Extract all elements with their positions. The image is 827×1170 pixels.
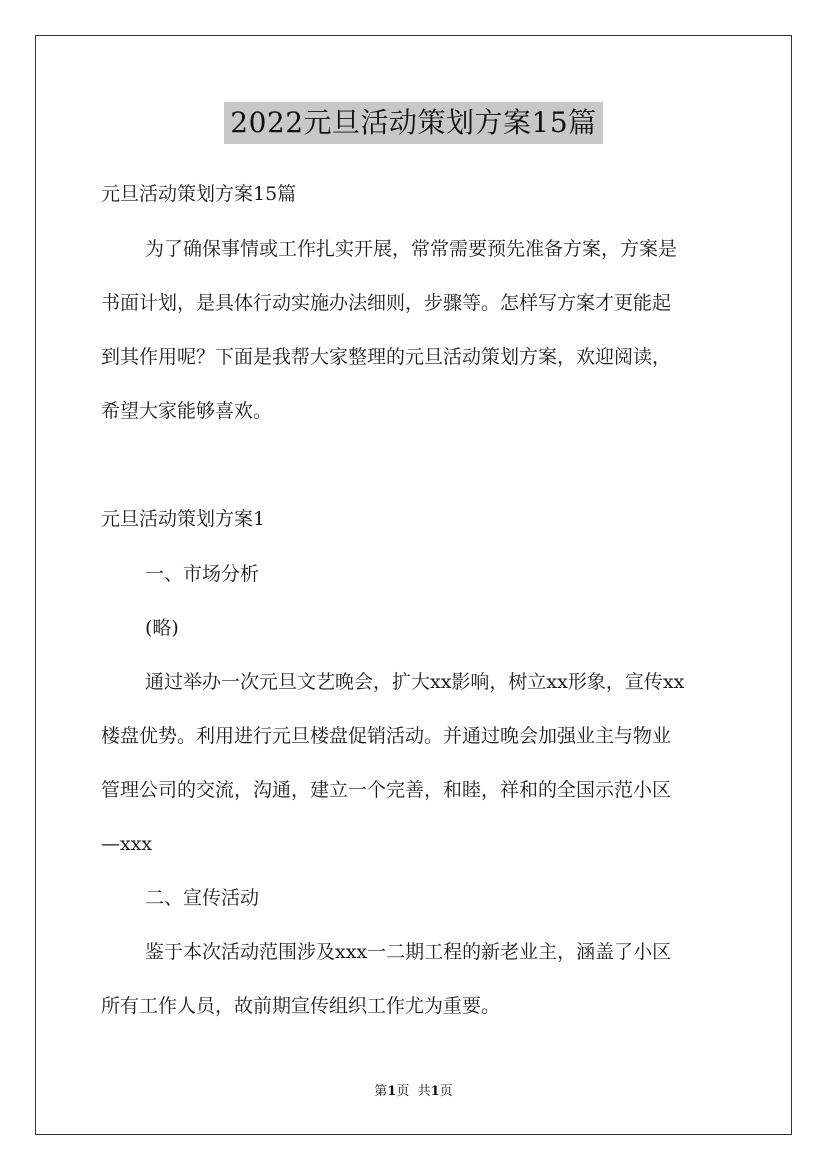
- paragraph-line: 元旦活动策划方案15篇: [101, 183, 297, 205]
- page-footer: [0, 1083, 827, 1101]
- paragraph-line: 为了确保事情或工作扎实开展，常常需要预先准备方案，方案是: [145, 238, 678, 260]
- page-label-suffix: 页: [396, 1084, 410, 1099]
- paragraph-line: 到其作用呢？下面是我帮大家整理的元旦活动策划方案，欢迎阅读，: [101, 346, 672, 368]
- section-heading: 元旦活动策划方案1: [101, 508, 266, 530]
- paragraph-line: (略): [145, 617, 179, 639]
- paragraph-line: 楼盘优势。利用进行元旦楼盘促销活动。并通过晚会加强业主与物业: [101, 725, 672, 747]
- page-label-prefix: 第: [374, 1084, 388, 1099]
- subsection-heading: 一、市场分析: [145, 563, 260, 585]
- title-container: [0, 102, 827, 144]
- paragraph-line: 鉴于本次活动范围涉及xxx一二期工程的新老业主，涵盖了小区: [145, 941, 672, 963]
- paragraph-line: 管理公司的交流，沟通，建立一个完善，和睦，祥和的全国示范小区: [101, 779, 672, 801]
- paragraph-line: 书面计划，是具体行动实施办法细则，步骤等。怎样写方案才更能起: [101, 292, 672, 314]
- paragraph-line: 所有工作人员，故前期宣传组织工作尤为重要。: [101, 995, 501, 1017]
- total-pages: 1: [430, 1084, 440, 1099]
- page-number: 1: [387, 1084, 397, 1099]
- paragraph-line: —xxx: [101, 833, 153, 855]
- paragraph-line: 希望大家能够喜欢。: [101, 400, 273, 422]
- total-label-prefix: 共: [417, 1084, 431, 1099]
- paragraph-line: 通过举办一次元旦文艺晚会，扩大xx影响，树立xx形象，宣传xx: [145, 671, 685, 693]
- subsection-heading: 二、宣传活动: [145, 887, 260, 909]
- total-label-suffix: 页: [439, 1084, 453, 1099]
- document-title: 2022元旦活动策划方案15篇: [224, 102, 602, 144]
